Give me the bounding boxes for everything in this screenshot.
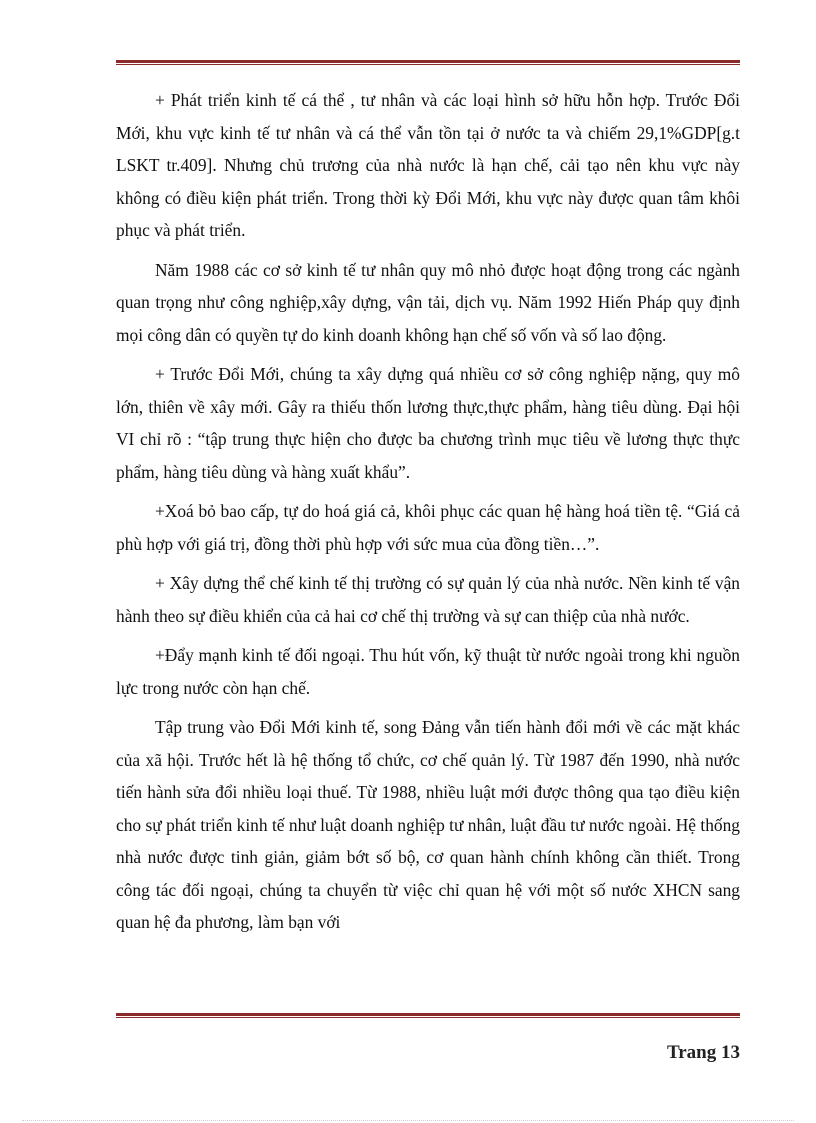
header-rule [116,60,740,65]
paragraph: + Xây dựng thể chế kinh tế thị trường có sự quản lý của nhà nước. Nền kinh tế vận hành theo sự điều khiển của cả hai cơ chế thị trường và sự can thiệp của nhà nước. [116,573,740,626]
paragraph: + Trước Đổi Mới, chúng ta xây dựng quá nhiều cơ sở công nghiệp nặng, quy mô lớn, thiên về xây mới. Gây ra thiếu thốn lương thực,thực phẩm, hàng tiêu dùng. Đại hội VI chỉ rõ : “tập trung thực hiện cho được ba chương trình mục tiêu về lương thực thực phẩm, hàng tiêu dùng và hàng xuất khẩu”. [116,364,740,482]
footer-rule-thick [116,1013,740,1016]
paragraph: Tập trung vào Đổi Mới kinh tế, song Đảng vẫn tiến hành đổi mới về các mặt khác của xã hội. Trước hết là hệ thống tổ chức, cơ chế quản lý. Từ 1987 đến 1990, nhà nước tiến hành sửa đổi nhiều loại thuế. Từ 1988, nhiều luật mới được thông qua tạo điều kiện cho sự phát triển kinh tế như luật doanh nghiệp tư nhân, luật đầu tư nước ngoài. Hệ thống nhà nước được tinh giản, giảm bớt số bộ, cơ quan hành chính không cần thiết. Trong công tác đối ngoại, chúng ta chuyển từ việc chỉ quan hệ với một số nước XHCN sang quan hệ đa phương, làm bạn với [116,717,740,932]
footer-rule-thin [116,1017,740,1018]
header-rule-thick [116,60,740,63]
header-rule-thin [116,64,740,65]
paragraph: Năm 1988 các cơ sở kinh tế tư nhân quy mô nhỏ được hoạt động trong các ngành quan trọng như công nghiệp,xây dựng, vận tải, dịch vụ. Năm 1992 Hiến Pháp quy định mọi công dân có quyền tự do kinh doanh không hạn chế số vốn và số lao động. [116,259,740,345]
paragraph: + Phát triển kinh tế cá thể , tư nhân và các loại hình sở hữu hỗn hợp. Trước Đổi Mới, khu vực kinh tế tư nhân và cá thể vẫn tồn tại ở nước ta và chiếm 29,1%GDP[g.t LSKT tr.409]. Nhưng chủ trương của nhà nước là hạn chế, cải tạo nên khu vực này không có điều kiện phát triển. Trong thời kỳ Đổi Mới, khu vực này được quan tâm khôi phục và phát triển. [116,90,740,240]
paragraph: +Xoá bỏ bao cấp, tự do hoá giá cả, khôi phục các quan hệ hàng hoá tiền tệ. “Giá cả phù hợp với giá trị, đồng thời phù hợp với sức mua của đồng tiền…”. [116,501,740,554]
body-text [116,84,740,946]
page-bottom-edge [22,1120,794,1121]
page-number: Trang 13 [666,1042,740,1063]
footer-rule [116,1013,740,1018]
paragraph: +Đẩy mạnh kinh tế đối ngoại. Thu hút vốn, kỹ thuật từ nước ngoài trong khi nguồn lực trong nước còn hạn chế. [116,645,740,698]
